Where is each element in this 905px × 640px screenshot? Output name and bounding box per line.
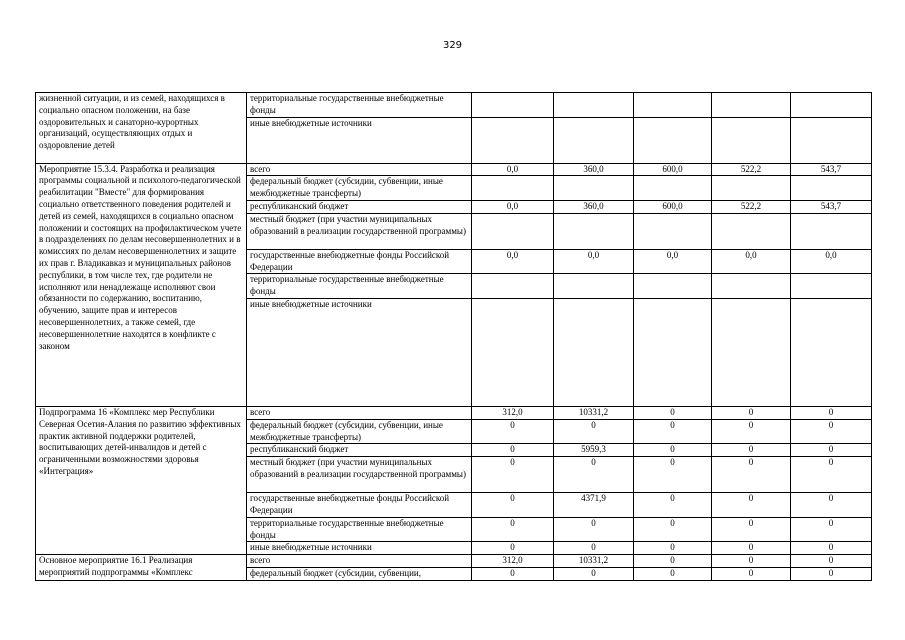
funding-source-cell: республиканский бюджет — [247, 444, 472, 457]
amount-cell — [554, 117, 634, 163]
amount-cell — [712, 93, 791, 118]
amount-cell: 0 — [791, 555, 872, 568]
amount-cell — [634, 117, 712, 163]
table-row — [36, 555, 872, 568]
amount-cell — [791, 298, 872, 406]
amount-cell: 543,7 — [791, 200, 872, 213]
amount-cell — [472, 176, 554, 201]
amount-cell — [712, 176, 791, 201]
amount-cell: 0,0 — [634, 249, 712, 274]
funding-source-cell: иные внебюджетные источники — [247, 298, 472, 406]
amount-cell: 0,0 — [554, 249, 634, 274]
amount-cell — [791, 117, 872, 163]
amount-cell: 0 — [554, 419, 634, 444]
funding-source-cell: федеральный бюджет (субсидии, субвенции, — [247, 567, 472, 580]
budget-table — [35, 92, 872, 581]
amount-cell: 0 — [712, 444, 791, 457]
amount-cell: 0 — [554, 517, 634, 542]
amount-cell: 0 — [634, 493, 712, 518]
funding-source-cell: иные внебюджетные источники — [247, 542, 472, 555]
funding-source-cell: территориальные государственные внебюджетные фонды — [247, 274, 472, 299]
amount-cell: 0 — [634, 406, 712, 419]
amount-cell: 0 — [791, 542, 872, 555]
funding-source-cell: федеральный бюджет (субсидии, субвенции, иные межбюджетные трансферты) — [247, 419, 472, 444]
amount-cell: 543,7 — [791, 163, 872, 176]
amount-cell: 0 — [791, 444, 872, 457]
amount-cell — [472, 213, 554, 249]
amount-cell: 0 — [712, 542, 791, 555]
amount-cell: 600,0 — [634, 200, 712, 213]
amount-cell: 0 — [791, 517, 872, 542]
amount-cell: 0 — [712, 419, 791, 444]
amount-cell — [554, 176, 634, 201]
amount-cell: 0,0 — [712, 249, 791, 274]
funding-source-cell: государственные внебюджетные фонды Российской Федерации — [247, 493, 472, 518]
amount-cell — [554, 213, 634, 249]
event-name-cell: Мероприятие 15.3.4. Разработка и реализация программы социальной и психолого-педагогической реабилитации "Вместе" для формирования социально ответственного поведения родителей и детей из семей, находящихся в социально опасном положении и состоящих на профилактическом учете в подразделениях по делам несовершеннолетних и в комиссиях по делам несовершеннолетних и защите их прав г. Владикавказ и муниципальных районов республики, в том числе тех, где родители не исполняют или ненадлежаще исполняют свои обязанности по содержанию, воспитанию, обучению, защите прав и интересов несовершеннолетних, а также семей, где несовершеннолетние находятся в конфликте с законом — [36, 163, 247, 406]
amount-cell — [712, 213, 791, 249]
amount-cell: 0 — [712, 493, 791, 518]
amount-cell — [791, 93, 872, 118]
amount-cell: 0 — [472, 567, 554, 580]
page-number: 329 — [442, 40, 463, 51]
amount-cell: 0 — [634, 567, 712, 580]
amount-cell: 0 — [554, 542, 634, 555]
amount-cell: 0 — [791, 419, 872, 444]
amount-cell: 0 — [712, 555, 791, 568]
amount-cell — [634, 213, 712, 249]
amount-cell: 0 — [472, 542, 554, 555]
amount-cell: 0 — [791, 457, 872, 493]
amount-cell: 0 — [634, 542, 712, 555]
amount-cell: 0 — [791, 567, 872, 580]
amount-cell — [712, 274, 791, 299]
amount-cell — [472, 298, 554, 406]
funding-source-cell: местный бюджет (при участии муниципальных образований в реализации государственной программы) — [247, 457, 472, 493]
amount-cell: 10331,2 — [554, 555, 634, 568]
amount-cell: 0 — [634, 457, 712, 493]
amount-cell — [472, 117, 554, 163]
amount-cell: 0 — [554, 457, 634, 493]
amount-cell: 0,0 — [472, 200, 554, 213]
amount-cell: 0 — [472, 493, 554, 518]
funding-source-cell: местный бюджет (при участии муниципальных образований в реализации государственной программы) — [247, 213, 472, 249]
amount-cell — [712, 298, 791, 406]
amount-cell — [472, 93, 554, 118]
amount-cell: 0 — [472, 457, 554, 493]
amount-cell: 312,0 — [472, 406, 554, 419]
amount-cell: 0 — [634, 517, 712, 542]
amount-cell: 4371,9 — [554, 493, 634, 518]
event-name-cell: Основное мероприятие 16.1 Реализация мероприятий подпрограммы «Комплекс — [36, 555, 247, 581]
amount-cell: 0 — [472, 517, 554, 542]
amount-cell — [554, 274, 634, 299]
funding-source-cell: всего — [247, 555, 472, 568]
funding-source-cell: федеральный бюджет (субсидии, субвенции, иные межбюджетные трансферты) — [247, 176, 472, 201]
funding-source-cell: всего — [247, 406, 472, 419]
amount-cell: 0,0 — [472, 163, 554, 176]
amount-cell: 360,0 — [554, 200, 634, 213]
amount-cell — [634, 176, 712, 201]
amount-cell: 0 — [472, 444, 554, 457]
amount-cell: 5959,3 — [554, 444, 634, 457]
funding-source-cell: республиканский бюджет — [247, 200, 472, 213]
amount-cell: 360,0 — [554, 163, 634, 176]
amount-cell: 0 — [634, 419, 712, 444]
amount-cell — [634, 93, 712, 118]
amount-cell — [634, 298, 712, 406]
event-name-cell: жизненной ситуации, и из семей, находящихся в социально опасном положении, на базе оздоровительных и санаторно-курортных организаций, осуществляющих отдых и оздоровление детей — [36, 93, 247, 164]
table-row — [36, 163, 872, 176]
funding-source-cell: всего — [247, 163, 472, 176]
amount-cell: 0,0 — [472, 249, 554, 274]
amount-cell: 600,0 — [634, 163, 712, 176]
amount-cell — [791, 213, 872, 249]
amount-cell — [472, 274, 554, 299]
amount-cell — [554, 93, 634, 118]
amount-cell — [712, 117, 791, 163]
event-name-cell: Подпрограмма 16 «Комплекс мер Республики Северная Осетия-Алания по развитию эффективных практик активной поддержки родителей, воспитывающих детей-инвалидов и детей с ограниченными возможностями здоровья «Интеграция» — [36, 406, 247, 554]
amount-cell: 10331,2 — [554, 406, 634, 419]
amount-cell: 0 — [712, 517, 791, 542]
amount-cell: 0 — [712, 406, 791, 419]
amount-cell — [554, 298, 634, 406]
amount-cell: 0 — [472, 419, 554, 444]
funding-source-cell: территориальные государственные внебюджетные фонды — [247, 93, 472, 118]
amount-cell: 0 — [712, 567, 791, 580]
amount-cell: 0 — [634, 555, 712, 568]
table-row — [36, 406, 872, 419]
amount-cell — [634, 274, 712, 299]
amount-cell: 0 — [712, 457, 791, 493]
amount-cell: 312,0 — [472, 555, 554, 568]
funding-source-cell: государственные внебюджетные фонды Российской Федерации — [247, 249, 472, 274]
amount-cell: 0 — [634, 444, 712, 457]
amount-cell: 0,0 — [791, 249, 872, 274]
amount-cell — [791, 274, 872, 299]
amount-cell: 0 — [791, 493, 872, 518]
amount-cell: 522,2 — [712, 200, 791, 213]
funding-source-cell: иные внебюджетные источники — [247, 117, 472, 163]
funding-source-cell: территориальные государственные внебюджетные фонды — [247, 517, 472, 542]
amount-cell: 522,2 — [712, 163, 791, 176]
amount-cell: 0 — [554, 567, 634, 580]
amount-cell: 0 — [791, 406, 872, 419]
table-row — [36, 93, 872, 118]
amount-cell — [791, 176, 872, 201]
